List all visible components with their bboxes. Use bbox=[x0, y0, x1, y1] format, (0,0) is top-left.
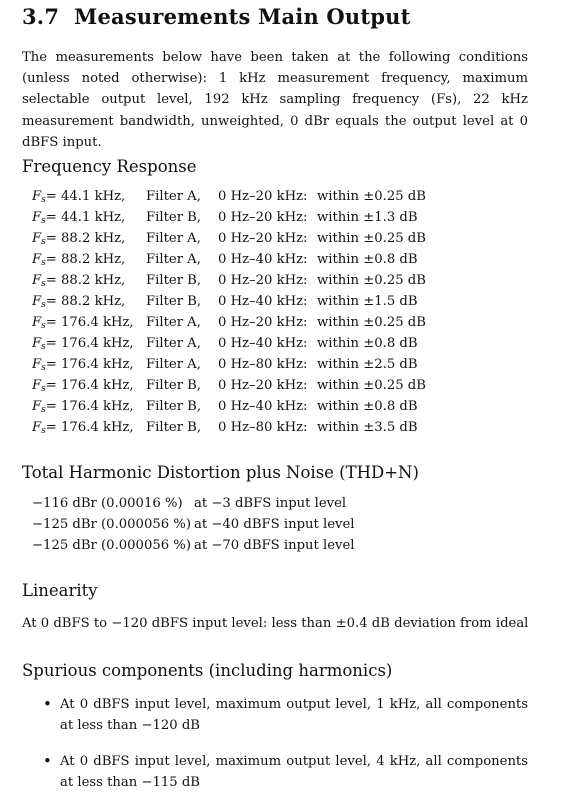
filter-cell: Filter A, bbox=[146, 336, 201, 351]
range-cell: 0 Hz–80 kHz: bbox=[218, 357, 308, 372]
tolerance-cell: within ±1.5 dB bbox=[317, 294, 418, 309]
range-cell: 0 Hz–80 kHz: bbox=[218, 420, 308, 435]
filter-cell: Filter A, bbox=[146, 315, 201, 330]
list-item-text: At 0 dBFS input level, maximum output level, 1 kHz, all components at less than −120 dB bbox=[60, 697, 528, 733]
tolerance-cell: within ±0.8 dB bbox=[317, 252, 418, 267]
filter-cell: Filter A, bbox=[146, 357, 201, 372]
linearity-text: At 0 dBFS to −120 dBFS input level: less than ±0.4 dB deviation from ideal bbox=[22, 616, 529, 631]
range-cell: 0 Hz–40 kHz: bbox=[218, 252, 308, 267]
intro-paragraph: The measurements below have been taken at the following conditions (unless noted otherwise): 1 kHz measurement frequency, maximum selectable output level, 192 kHz sampling frequency (Fs), 22 kHz measurement bandwidth, unweighted, 0 dBr equals the output level at 0 dBFS input. bbox=[22, 50, 528, 150]
filter-cell: Filter B, bbox=[146, 294, 202, 309]
range-cell: 0 Hz–20 kHz: bbox=[218, 189, 308, 204]
filter-cell: Filter B, bbox=[146, 378, 202, 393]
dbr-cell: −125 dBr (0.000056 %) bbox=[32, 538, 191, 553]
range-cell: 0 Hz–20 kHz: bbox=[218, 315, 308, 330]
fs-cell: Fs= 176.4 kHz, bbox=[32, 357, 134, 373]
range-cell: 0 Hz–40 kHz: bbox=[218, 294, 308, 309]
tolerance-cell: within ±0.8 dB bbox=[317, 399, 418, 414]
filter-cell: Filter A, bbox=[146, 252, 201, 267]
fs-cell: Fs= 176.4 kHz, bbox=[32, 378, 134, 394]
list-item bbox=[22, 751, 528, 793]
tolerance-cell: within ±0.25 dB bbox=[317, 189, 426, 204]
fs-cell: Fs= 44.1 kHz, bbox=[32, 189, 126, 205]
freq-response-heading: Frequency Response bbox=[22, 157, 197, 176]
tolerance-cell: within ±0.25 dB bbox=[317, 378, 426, 393]
fs-cell: Fs= 176.4 kHz, bbox=[32, 420, 134, 436]
section-number: 3.7 bbox=[22, 4, 60, 29]
range-cell: 0 Hz–20 kHz: bbox=[218, 210, 308, 225]
tolerance-cell: within ±0.25 dB bbox=[317, 273, 426, 288]
fs-cell: Fs= 88.2 kHz, bbox=[32, 252, 126, 268]
dbr-cell: −125 dBr (0.000056 %) bbox=[32, 517, 191, 532]
fs-cell: Fs= 88.2 kHz, bbox=[32, 294, 126, 310]
spurious-heading: Spurious components (including harmonics) bbox=[22, 661, 393, 680]
range-cell: 0 Hz–20 kHz: bbox=[218, 378, 308, 393]
filter-cell: Filter B, bbox=[146, 273, 202, 288]
fs-cell: Fs= 44.1 kHz, bbox=[32, 210, 126, 226]
tolerance-cell: within ±1.3 dB bbox=[317, 210, 418, 225]
bullet-icon: • bbox=[43, 695, 52, 713]
range-cell: 0 Hz–20 kHz: bbox=[218, 231, 308, 246]
fs-cell: Fs= 88.2 kHz, bbox=[32, 231, 126, 247]
fs-cell: Fs= 176.4 kHz, bbox=[32, 399, 134, 415]
filter-cell: Filter B, bbox=[146, 399, 202, 414]
tolerance-cell: within ±0.25 dB bbox=[317, 231, 426, 246]
level-cell: at −70 dBFS input level bbox=[194, 538, 355, 553]
list-item bbox=[22, 694, 528, 736]
fs-cell: Fs= 176.4 kHz, bbox=[32, 315, 134, 331]
tolerance-cell: within ±2.5 dB bbox=[317, 357, 418, 372]
thd-heading: Total Harmonic Distortion plus Noise (THD+N) bbox=[22, 463, 419, 482]
tolerance-cell: within ±0.8 dB bbox=[317, 336, 418, 351]
range-cell: 0 Hz–20 kHz: bbox=[218, 273, 308, 288]
range-cell: 0 Hz–40 kHz: bbox=[218, 336, 308, 351]
level-cell: at −3 dBFS input level bbox=[194, 496, 347, 511]
range-cell: 0 Hz–40 kHz: bbox=[218, 399, 308, 414]
filter-cell: Filter A, bbox=[146, 189, 201, 204]
filter-cell: Filter B, bbox=[146, 420, 202, 435]
fs-cell: Fs= 88.2 kHz, bbox=[32, 273, 126, 289]
section-title bbox=[22, 4, 411, 29]
list-item-text: At 0 dBFS input level, maximum output level, 4 kHz, all components at less than −115 dB bbox=[60, 754, 528, 790]
linearity-heading: Linearity bbox=[22, 581, 98, 600]
filter-cell: Filter A, bbox=[146, 231, 201, 246]
dbr-cell: −116 dBr (0.00016 %) bbox=[32, 496, 183, 511]
fs-cell: Fs= 176.4 kHz, bbox=[32, 336, 134, 352]
filter-cell: Filter B, bbox=[146, 210, 202, 225]
bullet-icon: • bbox=[43, 752, 52, 770]
level-cell: at −40 dBFS input level bbox=[194, 517, 355, 532]
tolerance-cell: within ±3.5 dB bbox=[317, 420, 418, 435]
section-title-text: Measurements Main Output bbox=[74, 4, 411, 29]
tolerance-cell: within ±0.25 dB bbox=[317, 315, 426, 330]
